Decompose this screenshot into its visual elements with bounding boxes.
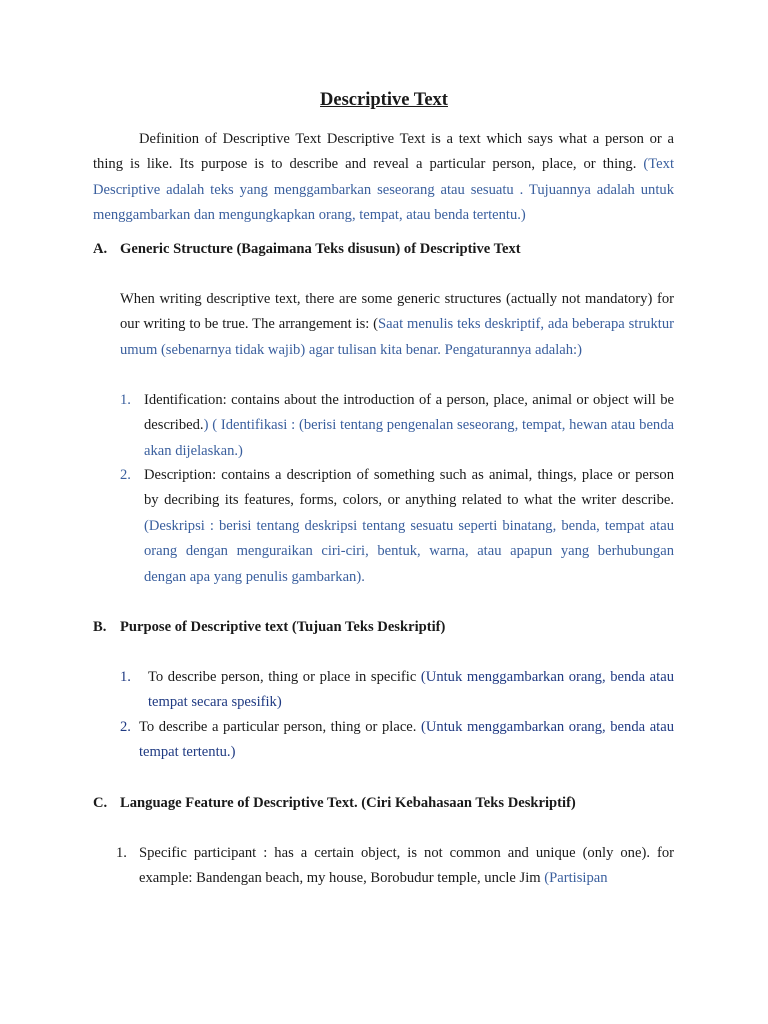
intro-paragraph <box>93 127 674 229</box>
list-item <box>120 388 674 464</box>
item-translation: (Partisipan <box>544 870 608 887</box>
list-number: 2. <box>120 467 131 483</box>
section-b-title: Purpose of Descriptive text (Tujuan Teks Deskriptif) <box>120 619 446 635</box>
section-a-text: When writing descriptive text, there are some generic structures (actually not mandatory) for our writing to be true. The arrangement is: ( <box>120 291 674 333</box>
list-item <box>120 715 674 766</box>
intro-text: Definition of Descriptive Text Descriptive Text is a text which says what a person or a thing is like. Its purpose is to describe and reveal a particular person, place, or thing. <box>93 131 674 173</box>
list-item <box>120 665 674 716</box>
item-translation: (Deskripsi : berisi tentang deskripsi tentang sesuatu seperti binatang, benda, tempat atau orang dengan menguraikan ciri-ciri, bentuk, warna, atau apapun yang berhubungan dengan apa yang penulis gambarkan). <box>144 517 674 585</box>
item-translation: (Untuk menggambarkan orang, benda atau tempat secara spesifik) <box>148 669 674 711</box>
section-a-translation: Saat menulis teks deskriptif, ada beberapa struktur umum (sebenarnya tidak wajib) agar tulisan kita benar. Pengaturannya adalah:) <box>120 316 674 358</box>
item-text: Specific participant : has a certain object, is not common and unique (only one). for example: Bandengan beach, my house, Borobudur temple, uncle Jim <box>139 845 674 887</box>
section-a-title: Generic Structure (Bagaimana Teks disusun) of Descriptive Text <box>120 241 521 257</box>
section-c-title: Language Feature of Descriptive Text. (Ciri Kebahasaan Teks Deskriptif) <box>120 795 576 811</box>
list-item <box>116 841 674 892</box>
item-translation: ) ( Identifikasi : (berisi tentang pengenalan seseorang, tempat, hewan atau benda akan dijelaskan.) <box>144 417 674 459</box>
list-number: 1. <box>116 845 127 861</box>
section-a-letter: A. <box>93 241 108 257</box>
list-number: 2. <box>120 719 131 735</box>
list-number: 1. <box>120 392 131 408</box>
intro-translation: (Text Descriptive adalah teks yang menggambarkan seseorang atau sesuatu . Tujuannya adalah untuk menggambarkan dan mengungkapkan orang, tempat, atau benda tertentu.) <box>93 156 675 224</box>
item-text: To describe person, thing or place in specific <box>148 669 421 685</box>
section-a-paragraph <box>120 287 674 363</box>
item-text: Identification: contains about the introduction of a person, place, animal or object will be described. <box>144 392 674 434</box>
item-text: To describe a particular person, thing or place. <box>139 719 422 735</box>
section-a-heading <box>93 237 693 261</box>
list-number: 1. <box>120 669 131 685</box>
section-c-heading <box>93 791 693 815</box>
section-b-letter: B. <box>93 619 107 635</box>
item-translation: (Untuk menggambarkan orang, benda atau tempat tertentu.) <box>139 719 674 761</box>
section-c-letter: C. <box>93 795 108 811</box>
section-b-heading <box>93 615 693 639</box>
list-item <box>120 463 674 590</box>
item-text: Description: contains a description of something such as animal, things, place or person by decribing its features, forms, colors, or anything related to what the writer describe. <box>144 467 674 509</box>
page-title: Descriptive Text <box>320 90 448 110</box>
